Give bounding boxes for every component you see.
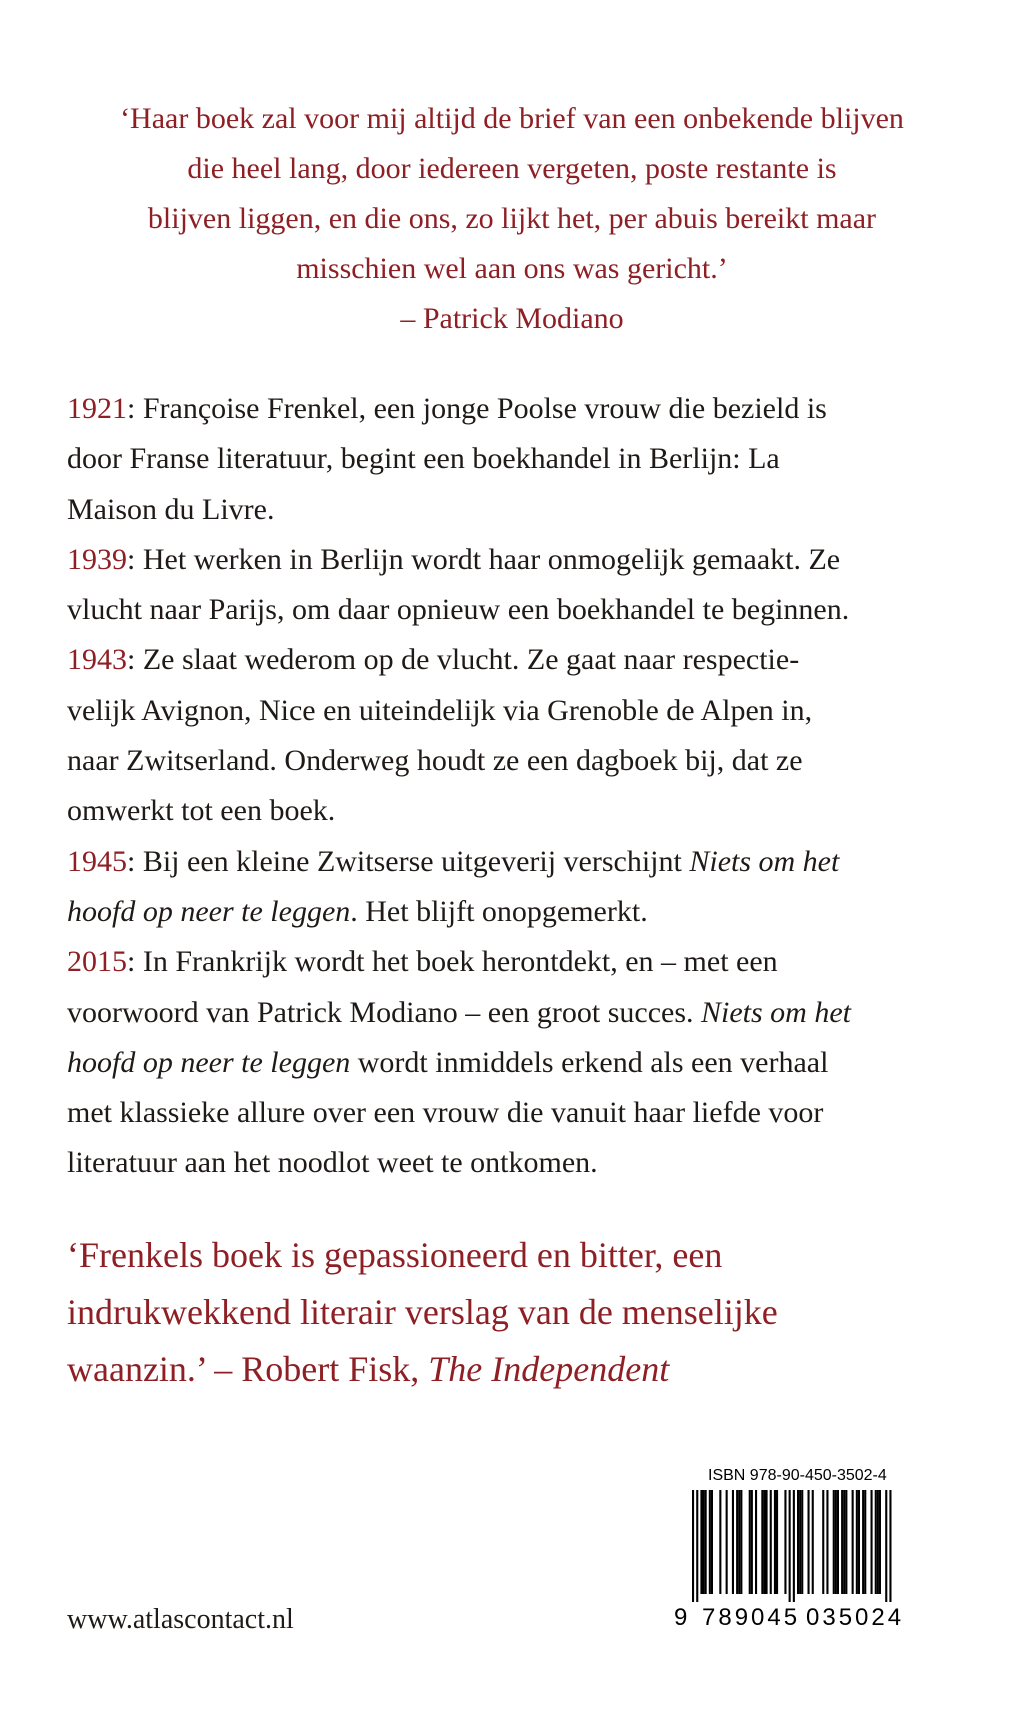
timeline-line: door Franse literatuur, begint een boekhandel in Berlijn: La <box>67 442 780 476</box>
barcode-bar <box>864 1490 866 1594</box>
barcode-bar <box>852 1490 854 1594</box>
timeline-text-1945-cont: . Het blijft onopgemerkt. <box>350 894 648 928</box>
timeline-line: velijk Avignon, Nice en uiteindelijk via Grenoble de Alpen in, <box>67 693 813 727</box>
barcode-bar <box>774 1490 776 1594</box>
timeline-text-1921: : Françoise Frenkel, een jonge Poolse vrouw die bezield is <box>127 392 827 425</box>
timeline-line <box>67 384 957 434</box>
year-1939: 1939 <box>67 542 127 576</box>
barcode-bar <box>797 1490 799 1594</box>
timeline-line <box>67 535 957 585</box>
barcode-digits-left: 789045 <box>702 1604 801 1631</box>
barcode-bar <box>763 1490 765 1594</box>
timeline-line: vlucht naar Parijs, om daar opnieuw een boekhandel te beginnen. <box>67 593 850 627</box>
isbn-barcode <box>674 1466 914 1638</box>
barcode-bar <box>784 1490 786 1594</box>
barcode-bar <box>776 1490 778 1594</box>
barcode-bar <box>766 1490 768 1594</box>
barcode-bar <box>858 1490 860 1594</box>
barcode-bar <box>885 1490 887 1602</box>
year-1921: 1921 <box>67 392 127 425</box>
barcode-bar <box>732 1490 734 1594</box>
modiano-quote <box>40 94 984 344</box>
timeline-line: met klassieke allure over een vrouw die vanuit haar liefde voor <box>67 1096 824 1130</box>
barcode-bar <box>843 1490 845 1594</box>
year-1945: 1945 <box>67 844 127 878</box>
fisk-quote <box>67 1227 957 1398</box>
quote-attribution: – Patrick Modiano <box>400 302 624 335</box>
barcode-bar <box>740 1490 742 1594</box>
quote-line: die heel lang, door iedereen vergeten, poste restante is <box>187 152 837 185</box>
barcode-bar <box>711 1490 713 1594</box>
timeline-line: naar Zwitserland. Onderweg houdt ze een dagboek bij, dat ze <box>67 744 803 778</box>
barcode-bar <box>705 1490 707 1594</box>
barcode-bar <box>835 1490 837 1594</box>
barcode-bar <box>879 1490 881 1594</box>
timeline-line <box>67 887 957 937</box>
barcode-bar <box>862 1490 864 1594</box>
barcode-digits <box>674 1600 914 1636</box>
barcode-bar <box>875 1490 877 1594</box>
timeline-line <box>67 635 957 685</box>
barcode-bar <box>801 1490 803 1594</box>
barcode-bar <box>696 1490 698 1602</box>
timeline-line: omwerkt tot een boek. <box>67 794 336 828</box>
barcode-bar <box>703 1490 705 1594</box>
timeline-line <box>67 837 957 887</box>
barcode-bar <box>812 1490 814 1594</box>
quote-line: ‘Frenkels boek is gepassioneerd en bitter, een <box>67 1235 723 1275</box>
barcode-bar <box>755 1490 757 1594</box>
timeline-line <box>67 988 957 1038</box>
barcode-bars <box>674 1490 914 1602</box>
barcode-bar <box>789 1490 791 1602</box>
timeline-text-2015-cont: voorwoord van Patrick Modiano – een groot succes. <box>67 995 702 1029</box>
timeline-text-1945: : Bij een kleine Zwitserse uitgeverij verschijnt <box>127 844 690 878</box>
book-title-italic: Niets om het <box>689 844 840 878</box>
barcode-bar <box>833 1490 835 1594</box>
barcode-bar <box>799 1490 801 1594</box>
barcode-digit-first: 9 <box>674 1604 688 1631</box>
barcode-bar <box>738 1490 740 1594</box>
barcode-bar <box>749 1490 751 1594</box>
quote-line: ‘Haar boek zal voor mij altijd de brief van een onbekende blijven <box>120 102 904 135</box>
barcode-bar <box>736 1490 738 1594</box>
publication-name: The Independent <box>428 1349 670 1389</box>
barcode-bar <box>719 1490 721 1594</box>
barcode-bar <box>889 1490 891 1602</box>
barcode-bar <box>692 1490 694 1602</box>
barcode-bar <box>837 1490 839 1594</box>
quote-line: misschien wel aan ons was gericht.’ <box>296 252 728 285</box>
timeline-line <box>67 1038 957 1088</box>
timeline-text-1943: : Ze slaat wederom op de vlucht. Ze gaat naar respectie- <box>127 643 800 677</box>
book-title-italic: hoofd op neer te leggen <box>67 1045 351 1079</box>
timeline-line: Maison du Livre. <box>67 492 275 526</box>
barcode-digits-right: 035024 <box>806 1604 905 1631</box>
timeline-text-2015: : In Frankrijk wordt het boek herontdekt, en – met een <box>127 945 778 979</box>
barcode-bar <box>709 1490 711 1594</box>
barcode-bar <box>845 1490 847 1594</box>
book-title-italic: Niets om het <box>701 995 852 1029</box>
publisher-website[interactable]: www.atlascontact.nl <box>67 1604 294 1635</box>
timeline-line: literatuur aan het noodlot weet te ontkomen. <box>67 1146 598 1180</box>
barcode-bar <box>826 1490 828 1594</box>
barcode-bar <box>726 1490 728 1594</box>
barcode-bar <box>856 1490 858 1594</box>
timeline-text-2015-cont: wordt inmiddels erkend als een verhaal <box>350 1045 829 1079</box>
barcode-bar <box>770 1490 772 1594</box>
barcode-bar <box>822 1490 824 1594</box>
quote-line: indrukwekkend literair verslag van de menselijke <box>67 1292 778 1332</box>
barcode-bar <box>751 1490 753 1594</box>
year-1943: 1943 <box>67 643 127 677</box>
timeline-text <box>67 384 957 1189</box>
quote-line: blijven liggen, en die ons, zo lijkt het, per abuis bereikt maar <box>147 202 877 235</box>
year-2015: 2015 <box>67 945 127 979</box>
timeline-line <box>67 937 957 987</box>
barcode-bar <box>877 1490 879 1594</box>
quote-line <box>67 1341 957 1398</box>
barcode-bar <box>700 1490 702 1594</box>
barcode-bar <box>841 1490 843 1594</box>
isbn-label: ISBN 978-90-450-3502-4 <box>708 1467 887 1484</box>
quote-text: waanzin.’ – Robert Fisk, <box>67 1349 429 1389</box>
barcode-bar <box>793 1490 795 1602</box>
book-title-italic: hoofd op neer te leggen <box>67 894 351 928</box>
barcode-bar <box>808 1490 810 1594</box>
barcode-bar <box>761 1490 763 1594</box>
timeline-text-1939: : Het werken in Berlijn wordt haar onmogelijk gemaakt. Ze <box>127 542 841 576</box>
barcode-bar <box>871 1490 873 1594</box>
